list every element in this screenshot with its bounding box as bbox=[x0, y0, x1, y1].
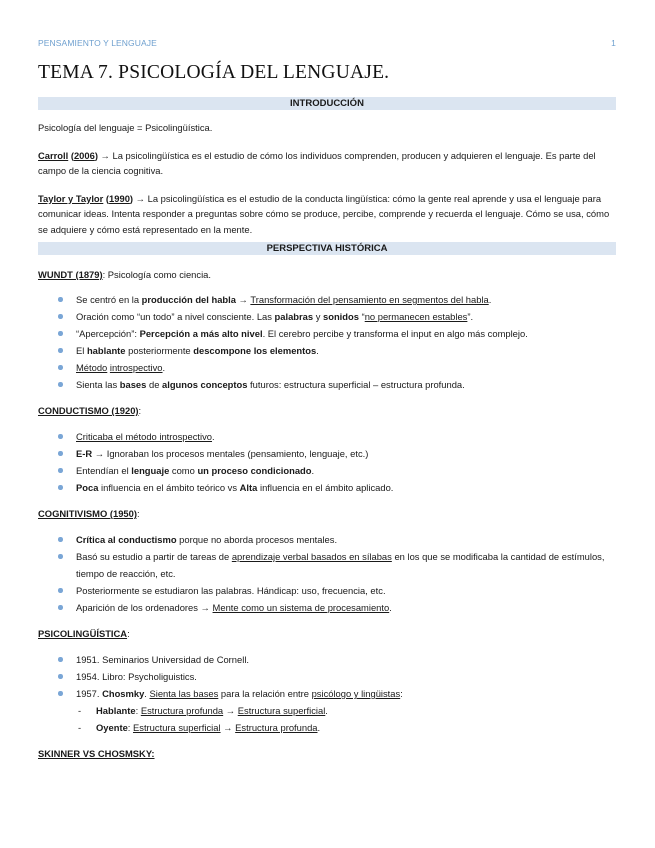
bullet-icon bbox=[58, 485, 63, 490]
list-item: Posteriormente se estudiaron las palabras. Hándicap: uso, frecuencia, etc. bbox=[38, 582, 616, 599]
definition-paragraph: Psicología del lenguaje = Psicolingüística. bbox=[38, 122, 213, 133]
conductismo-heading: CONDUCTISMO (1920): bbox=[38, 405, 142, 416]
bullet-icon bbox=[58, 434, 63, 439]
list-item: Crítica al conductismo porque no aborda procesos mentales. bbox=[38, 531, 616, 548]
bullet-icon bbox=[58, 382, 63, 387]
taylor-author: Taylor y Taylor bbox=[38, 192, 104, 204]
list-item: Aparición de los ordenadores → Mente como un sistema de procesamiento. bbox=[38, 599, 616, 616]
bullet-icon bbox=[58, 674, 63, 679]
bullet-icon bbox=[58, 365, 63, 370]
course-name: PENSAMIENTO Y LENGUAJE bbox=[38, 38, 157, 48]
list-item: “Apercepción”: Percepción a más alto nivel. El cerebro percibe y transforma el input en algo más complejo. bbox=[38, 325, 616, 342]
section-heading-perspectiva: PERSPECTIVA HISTÓRICA bbox=[38, 242, 616, 255]
bullet-icon bbox=[58, 348, 63, 353]
bullet-icon bbox=[58, 331, 63, 336]
taylor-year: 1990 bbox=[109, 192, 130, 204]
bullet-icon bbox=[58, 297, 63, 302]
bullet-icon bbox=[58, 657, 63, 662]
list-item: - Hablante: Estructura profunda → Estructura superficial. bbox=[78, 705, 328, 716]
carroll-paragraph: Carroll (2006) → La psicolingüística es el estudio de cómo los individuos comprenden, producen y adquieren el lenguaje. Es parte del campo de la ciencia cognitiva. bbox=[38, 149, 596, 176]
list-item: El hablante posteriormente descompone los elementos. bbox=[38, 342, 616, 359]
carroll-author: Carroll bbox=[38, 149, 69, 161]
chomsky-sublist bbox=[76, 702, 616, 736]
bullet-icon bbox=[58, 588, 63, 593]
psicolinguistica-list bbox=[38, 651, 616, 736]
bullet-icon bbox=[58, 691, 63, 696]
carroll-year: 2006 bbox=[73, 149, 95, 161]
cognitivismo-heading: COGNITIVISMO (1950): bbox=[38, 508, 140, 519]
bullet-icon bbox=[58, 537, 63, 542]
document-page bbox=[38, 38, 616, 761]
skinner-heading: SKINNER VS CHOSMSKY: bbox=[38, 748, 155, 759]
list-item: Poca influencia en el ámbito teórico vs Alta influencia en el ámbito aplicado. bbox=[38, 479, 616, 496]
list-item: Método introspectivo. bbox=[38, 359, 616, 376]
bullet-icon bbox=[58, 605, 63, 610]
wundt-heading: WUNDT (1879): Psicología como ciencia. bbox=[38, 269, 211, 280]
taylor-paragraph: Taylor y Taylor (1990) → La psicolingüística es el estudio de la conducta lingüística: cómo la gente real aprende y usa el lenguaje para comunicar ideas. Intenta responder a preguntas sobre cómo se produce, percibe, comprende y recuerda el lenguaje. Cómo se usa, cómo se adquiere y cómo está representado en la mente. bbox=[38, 192, 610, 235]
list-item: 1957. Chosmky. Sienta las bases para la relación entre psicólogo y lingüistas: - Hablante: Estructura profunda → Estructura superficial. - Oyente: Estructura superficial → Estructura profunda. bbox=[38, 685, 616, 736]
list-item: Basó su estudio a partir de tareas de aprendizaje verbal basados en sílabas en los que se modificaba la cantidad de estímulos, tiempo de reacción, etc. bbox=[38, 548, 616, 582]
list-item: Oración como “un todo” a nivel consciente. Las palabras y sonidos “no permanecen estables”. bbox=[38, 308, 616, 325]
list-item: E-R → Ignoraban los procesos mentales (pensamiento, lenguaje, etc.) bbox=[38, 445, 616, 462]
bullet-icon bbox=[58, 451, 63, 456]
conductismo-list bbox=[38, 428, 616, 496]
list-item: - Oyente: Estructura superficial → Estructura profunda. bbox=[78, 722, 321, 733]
list-item: Sienta las bases de algunos conceptos futuros: estructura superficial – estructura profunda. bbox=[38, 376, 616, 393]
bullet-icon bbox=[58, 468, 63, 473]
list-item: Entendían el lenguaje como un proceso condicionado. bbox=[38, 462, 616, 479]
bullet-icon bbox=[58, 314, 63, 319]
list-item: 1951. Seminarios Universidad de Cornell. bbox=[38, 651, 616, 668]
wundt-list bbox=[38, 291, 616, 393]
cognitivismo-list bbox=[38, 531, 616, 616]
page-number: 1 bbox=[611, 38, 616, 48]
bullet-icon bbox=[58, 554, 63, 559]
list-item: Se centró en la producción del habla → Transformación del pensamiento en segmentos del habla. bbox=[38, 291, 616, 308]
page-title: TEMA 7. PSICOLOGÍA DEL LENGUAJE. bbox=[38, 62, 390, 83]
page-header bbox=[38, 38, 616, 48]
list-item: Criticaba el método introspectivo. bbox=[38, 428, 616, 445]
psicolinguistica-heading: PSICOLINGÜÍSTICA: bbox=[38, 628, 130, 639]
section-heading-introduccion: INTRODUCCIÓN bbox=[38, 97, 616, 110]
list-item: 1954. Libro: Psycholiguistics. bbox=[38, 668, 616, 685]
